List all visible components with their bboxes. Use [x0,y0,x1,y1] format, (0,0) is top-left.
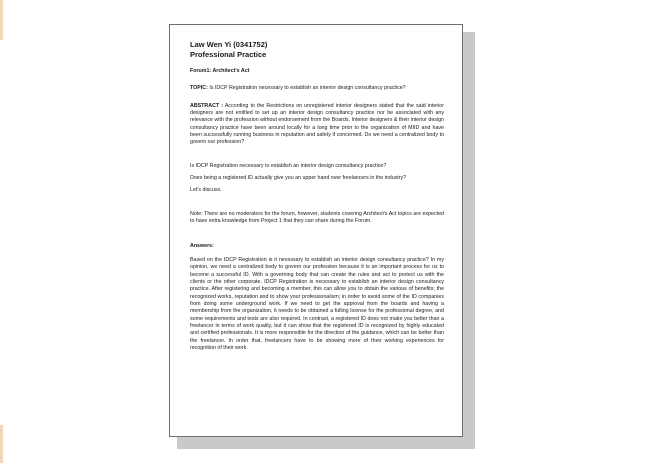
forum-heading: Forum1: Architect's Act [190,68,250,74]
discuss-line: Let's discuss. [190,187,222,194]
edge-accent-bottom [0,425,3,463]
topic-text: Is IDCP Registration necessary to establish an interior design consultancy practice? [209,85,406,92]
author-line: Law Wen Yi (0341752) [190,40,268,49]
question-2: Does being a registered ID actually give you an upper hand over freelancers in the industry? [190,175,407,182]
answers-heading: Answers: [190,243,214,250]
abstract-paragraph [190,103,444,147]
abstract-label: ABSTRACT : [190,102,223,109]
document-page [169,24,463,437]
note-paragraph: Note: There are no moderators for the forum, however, students covering Architect's Act topics are expected to have extra knowledge from Project 1 that they can share during the Forum. [190,210,444,225]
topic-label: TOPIC: [190,85,208,92]
topic-paragraph [190,85,444,92]
abstract-text: According to the Restrictions on unregistered interior designers stated that the said interior designers are not entitled to set up an interior design consultancy practice nor be associated with any relevance with the profession without endorsement from the Boards. Interior designers & their interior design consultancy practice have been around locally for a long time prior to the organization of MIID and have been successfully running business in reputation and safety if concerned. Do we need a centralized body to govern our profession? [190,102,444,146]
edge-accent-top [0,0,3,40]
course-title: Professional Practice [190,50,267,59]
question-1: Is IDCP Registration necessary to establish an interior design consultancy practice? [190,162,387,169]
answer-paragraph: Based on the IDCP Registration is it necessary to establish an interior design consultancy practice? In my opinion, we need a centralized body to govern our profession because it is an important process for us to become a successful ID. With a governing body that can create the rules and act to protect us with the clients or the other corporate. IDCP Registration is necessary to establish an interior design consultancy practice. After registering and becoming a member, this can allow you to obtain the various of benefits; the recognized works, reputation and to show your professionalism; in order to avoid some of the ID companies from doing some underground work. If we need to get the approval from the boards and having a membership from the organization, it needs to be obtained a fulling license for the professional degree, and some requirements and tests are also required. In contrast, a registered ID does not make you better than a freelancer in terms of work quality, but it can show that the registered ID is recognized by highly educated and certified professionals. It is more responsible for the direction of the guidance, which can be better than the freelancer. In order that, freelancers have to be showing more of their working experiences for recognition of their work. [190,256,444,351]
